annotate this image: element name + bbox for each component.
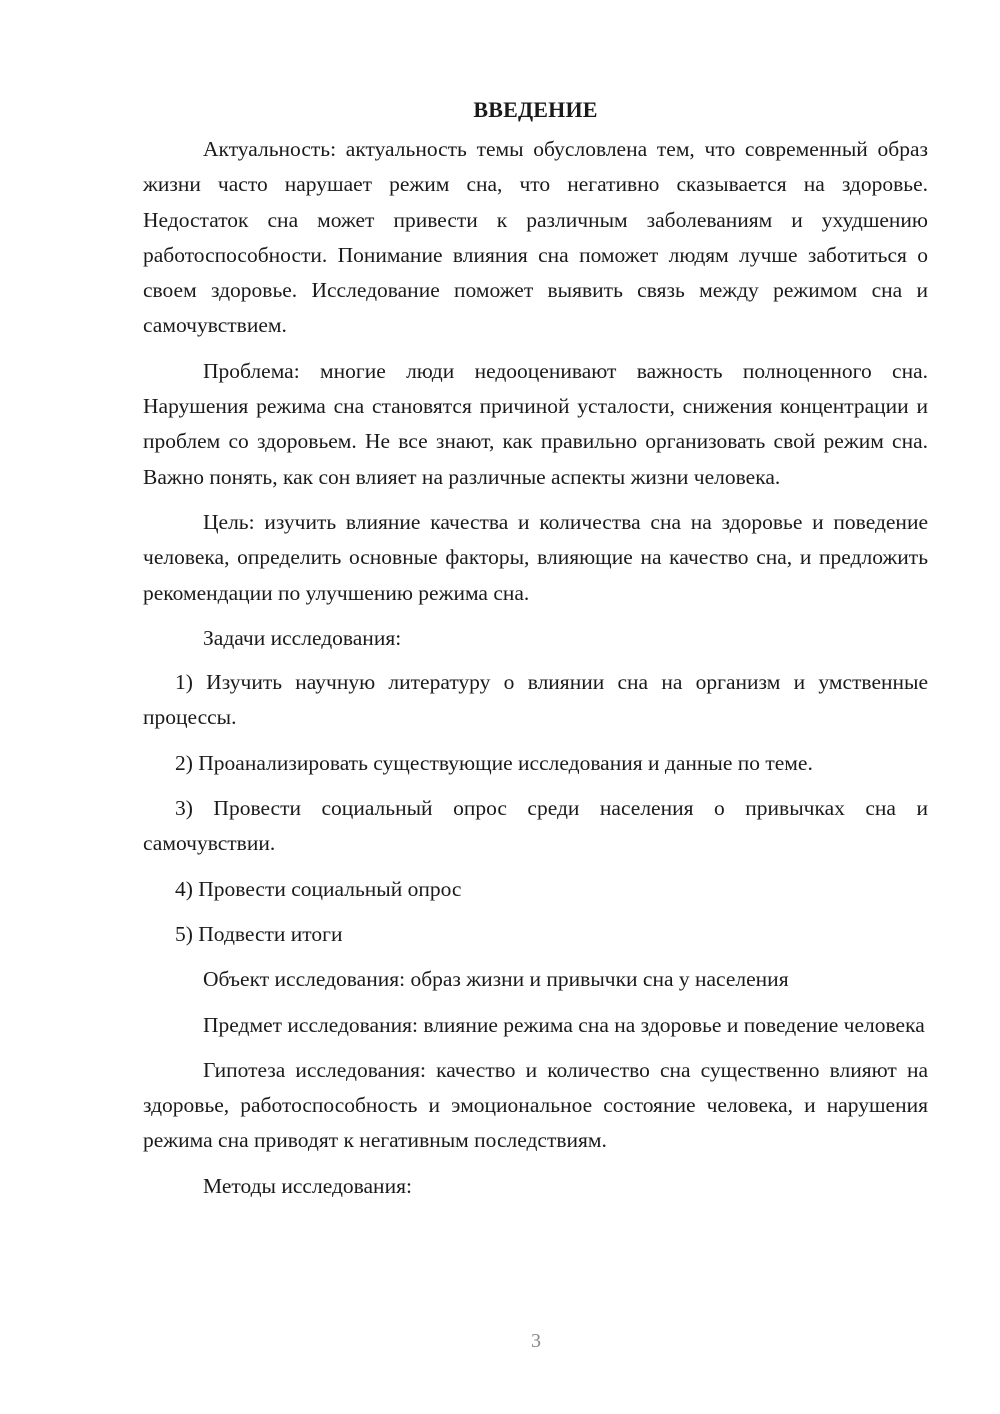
task-item: 1) Изучить научную литературу о влиянии сна на организм и умственные процессы. <box>143 670 928 730</box>
object-paragraph: Объект исследования: образ жизни и привычки сна у населения <box>203 967 789 992</box>
task-item: 2) Проанализировать существующие исследования и данные по теме. <box>175 750 813 775</box>
subject-paragraph: Предмет исследования: влияние режима сна на здоровье и поведение человека <box>203 1012 925 1037</box>
page-number: 3 <box>531 1330 541 1352</box>
methods-paragraph: Методы исследования: <box>203 1173 412 1198</box>
task-item: 5) Подвести итоги <box>175 921 343 946</box>
relevance-paragraph: Актуальность: актуальность темы обусловлена тем, что современный образ жизни часто нарушает режим сна, что негативно сказывается на здоровье. Недостаток сна может привести к различным заболеваниям и ухудшению работоспособности. Понимание влияния сна поможет людям лучше заботиться о своем здоровье. Исследование поможет выявить связь между режимом сна и самочувствием. <box>143 137 928 338</box>
task-item: 4) Провести социальный опрос <box>175 876 462 901</box>
problem-paragraph: Проблема: многие люди недооценивают важность полноценного сна. Нарушения режима сна становятся причиной усталости, снижения концентрации и проблем со здоровьем. Не все знают, как правильно организовать свой режим сна. Важно понять, как сон влияет на различные аспекты жизни человека. <box>143 358 928 489</box>
tasks-heading: Задачи исследования: <box>203 625 402 650</box>
page-content <box>143 92 928 1214</box>
page-title: ВВЕДЕНИЕ <box>473 97 598 122</box>
hypothesis-paragraph: Гипотеза исследования: качество и количество сна существенно влияют на здоровье, работоспособность и эмоциональное состояние человека, и нарушения режима сна приводят к негативным последствиям. <box>143 1057 928 1153</box>
goal-paragraph: Цель: изучить влияние качества и количества сна на здоровье и поведение человека, определить основные факторы, влияющие на качество сна, и предложить рекомендации по улучшению режима сна. <box>143 509 928 605</box>
task-item: 3) Провести социальный опрос среди населения о привычках сна и самочувствии. <box>143 796 928 856</box>
